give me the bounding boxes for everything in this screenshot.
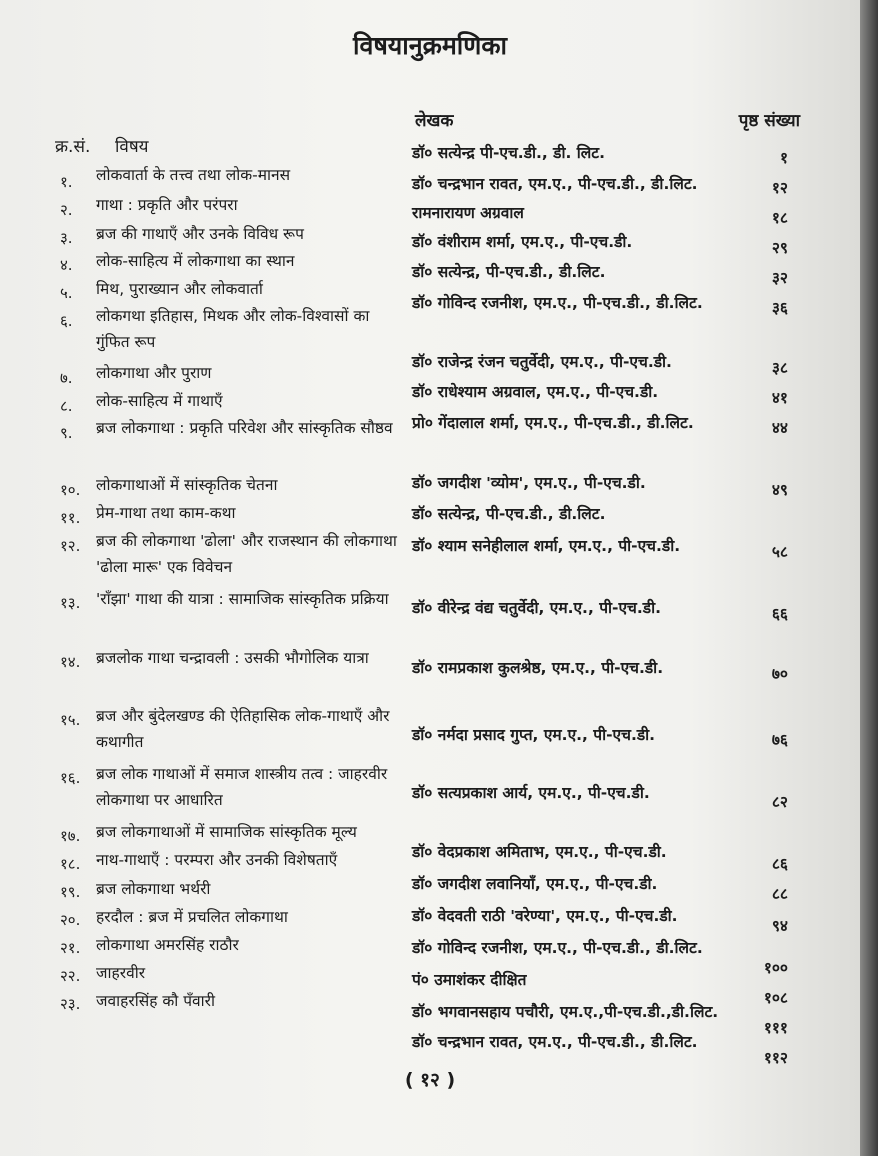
entry-serial: २२. xyxy=(60,967,81,985)
header-serial-number: क्र.सं. xyxy=(55,137,91,157)
entry-author: डॉ० सत्येन्द्र पी-एच.डी., डी. लिट. xyxy=(412,144,605,162)
entry-page: ६६ xyxy=(771,605,788,623)
entry-serial: २३. xyxy=(60,995,81,1013)
entry-subject: लोकवार्ता के तत्त्व तथा लोक-मानस xyxy=(96,166,291,184)
entry-page: ८२ xyxy=(771,793,788,811)
entry-subject: गाथा : प्रकृति और परंपरा xyxy=(96,196,238,214)
entry-author: डॉ० चन्द्रभान रावत, एम.ए., पी-एच.डी., डी.लिट. xyxy=(412,1033,698,1051)
entry-subject: ब्रज लोक गाथाओं में समाज शास्त्रीय तत्व : जाहरवीर लोकगाथा पर आधारित xyxy=(96,765,388,809)
entry-author: डॉ० नर्मदा प्रसाद गुप्त, एम.ए., पी-एच.डी. xyxy=(412,726,656,744)
book-spine-edge xyxy=(860,0,878,1156)
entry-serial: ७. xyxy=(60,369,73,387)
entry-author: डॉ० जगदीश 'व्योम', एम.ए., पी-एच.डी. xyxy=(412,474,646,492)
entry-serial: १६. xyxy=(60,769,81,787)
entry-subject: ब्रज की गाथाएँ और उनके विविध रूप xyxy=(96,225,304,243)
entry-serial: ९. xyxy=(60,424,73,442)
entry-page: ३६ xyxy=(771,299,788,317)
entry-author: डॉ० वेदवती राठी 'वरेण्या', एम.ए., पी-एच.डी. xyxy=(412,907,678,925)
entry-subject: ब्रज लोकगाथा भर्थरी xyxy=(96,880,211,898)
entry-subject: जवाहरसिंह कौ पँवारी xyxy=(96,992,215,1010)
entry-page: ८८ xyxy=(771,885,788,903)
entry-subject: लोकगाथा और पुराण xyxy=(96,364,212,382)
entry-serial: १९. xyxy=(60,883,81,901)
entry-page: ७० xyxy=(771,665,788,683)
entry-serial: ५. xyxy=(60,284,73,302)
entry-subject: 'राँझा' गाथा की यात्रा : सामाजिक सांस्कृतिक प्रक्रिया xyxy=(96,590,389,608)
entry-author: डॉ० राधेश्याम अग्रवाल, एम.ए., पी-एच.डी. xyxy=(412,383,659,401)
entry-page: १०० xyxy=(763,959,788,977)
entry-author: डॉ० वीरेन्द्र वंद्य चतुर्वेदी, एम.ए., पी-एच.डी. xyxy=(412,599,661,617)
entry-serial: ८. xyxy=(60,397,73,415)
entry-author: डॉ० सत्येन्द्र, पी-एच.डी., डी.लिट. xyxy=(412,263,606,281)
entry-page: ८६ xyxy=(771,855,788,873)
entry-author: डॉ० चन्द्रभान रावत, एम.ए., पी-एच.डी., डी.लिट. xyxy=(412,175,698,193)
entry-author: डॉ० राजेन्द्र रंजन चतुर्वेदी, एम.ए., पी-एच.डी. xyxy=(412,353,672,371)
entry-page: १२ xyxy=(771,179,788,197)
entry-page: १११ xyxy=(763,1019,788,1037)
entry-page: ४९ xyxy=(771,481,788,499)
entry-author: डॉ० वेदप्रकाश अमिताभ, एम.ए., पी-एच.डी. xyxy=(412,843,667,861)
entry-subject: लोकगथा इतिहास, मिथक और लोक-विश्वासों का गुंफित रूप xyxy=(96,307,370,351)
entry-subject: लोकगाथा अमरसिंह राठौर xyxy=(96,936,239,954)
entry-subject: ब्रज की लोकगाथा 'ढोला' और राजस्थान की लोकगाथा 'ढोला मारू' एक विवेचन xyxy=(96,532,397,576)
entry-page: ४१ xyxy=(771,389,788,407)
entry-serial: १५. xyxy=(60,711,81,729)
entry-subject: नाथ-गाथाएँ : परम्परा और उनकी विशेषताएँ xyxy=(96,851,338,869)
entry-page: ५८ xyxy=(771,543,788,561)
entry-page: ४४ xyxy=(771,419,788,437)
entry-subject: ब्रज लोकगाथाओं में सामाजिक सांस्कृतिक मूल्य xyxy=(96,823,357,841)
entry-page: ३८ xyxy=(771,359,788,377)
entry-page: १०८ xyxy=(763,989,788,1007)
entry-author: डॉ० सत्येन्द्र, पी-एच.डी., डी.लिट. xyxy=(412,505,606,523)
entry-serial: ४. xyxy=(60,256,73,274)
entry-subject: ब्रज और बुंदेलखण्ड की ऐतिहासिक लोक-गाथाएँ और कथागीत xyxy=(96,707,390,751)
entry-author: प्रो० गेंदालाल शर्मा, एम.ए., पी-एच.डी., डी.लिट. xyxy=(412,414,694,432)
entry-page: ९४ xyxy=(771,917,788,935)
entry-author: डॉ० रामप्रकाश कुलश्रेष्ठ, एम.ए., पी-एच.डी. xyxy=(412,659,664,677)
entry-serial: १. xyxy=(60,173,73,191)
entry-serial: २. xyxy=(60,201,73,219)
entry-page: ७६ xyxy=(771,731,788,749)
entry-author: डॉ० वंशीराम शर्मा, एम.ए., पी-एच.डी. xyxy=(412,233,633,251)
entry-subject: लोकगाथाओं में सांस्कृतिक चेतना xyxy=(96,476,278,494)
entry-serial: २०. xyxy=(60,911,81,929)
entry-serial: १७. xyxy=(60,827,81,845)
entry-subject: मिथ, पुराख्यान और लोकवार्ता xyxy=(96,280,263,298)
entry-serial: १४. xyxy=(60,653,81,671)
entry-serial: १३. xyxy=(60,594,81,612)
entry-author: डॉ० भगवानसहाय पचौरी, एम.ए.,पी-एच.डी.,डी.लिट. xyxy=(412,1003,719,1021)
entry-author: रामनारायण अग्रवाल xyxy=(412,204,524,222)
entry-subject: ब्रज लोकगाथा : प्रकृति परिवेश और सांस्कृतिक सौष्ठव xyxy=(96,419,393,437)
entry-serial: १८. xyxy=(60,855,81,873)
entry-serial: २१. xyxy=(60,939,81,957)
entry-subject: लोक-साहित्य में गाथाएँ xyxy=(96,392,223,410)
entry-page: ११२ xyxy=(763,1049,788,1067)
page-number-footer: ( १२ ) xyxy=(404,1069,456,1091)
header-author: लेखक xyxy=(415,111,454,131)
entry-author: डॉ० सत्यप्रकाश आर्य, एम.ए., पी-एच.डी. xyxy=(412,784,650,802)
page-title: विषयानुक्रमणिका xyxy=(352,31,508,60)
entry-serial: १२. xyxy=(60,537,81,555)
entry-page: १ xyxy=(779,149,788,167)
entry-subject: ब्रजलोक गाथा चन्द्रावली : उसकी भौगोलिक यात्रा xyxy=(96,649,369,667)
entry-subject: हरदौल : ब्रज में प्रचलित लोकगाथा xyxy=(96,908,288,926)
entry-subject: प्रेम-गाथा तथा काम-कथा xyxy=(96,504,236,522)
entry-author: डॉ० श्याम सनेहीलाल शर्मा, एम.ए., पी-एच.डी. xyxy=(412,537,681,555)
header-subject: विषय xyxy=(115,137,149,157)
entry-page: १८ xyxy=(771,209,788,227)
entry-subject: लोक-साहित्य में लोकगाथा का स्थान xyxy=(96,252,295,270)
entry-serial: ११. xyxy=(60,509,81,527)
header-page-number: पृष्ठ संख्या xyxy=(738,111,800,131)
entry-page: ३२ xyxy=(771,269,788,287)
entry-author: पं० उमाशंकर दीक्षित xyxy=(412,971,527,989)
entry-serial: ६. xyxy=(60,312,73,330)
entry-serial: १०. xyxy=(60,481,81,499)
entry-serial: ३. xyxy=(60,229,73,247)
entry-author: डॉ० जगदीश लवानियाँ, एम.ए., पी-एच.डी. xyxy=(412,875,658,893)
entry-subject: जाहरवीर xyxy=(96,964,146,982)
entry-page: २९ xyxy=(771,239,788,257)
entry-author: डॉ० गोविन्द रजनीश, एम.ए., पी-एच.डी., डी.लिट. xyxy=(412,294,703,312)
entry-author: डॉ० गोविन्द रजनीश, एम.ए., पी-एच.डी., डी.लिट. xyxy=(412,939,703,957)
